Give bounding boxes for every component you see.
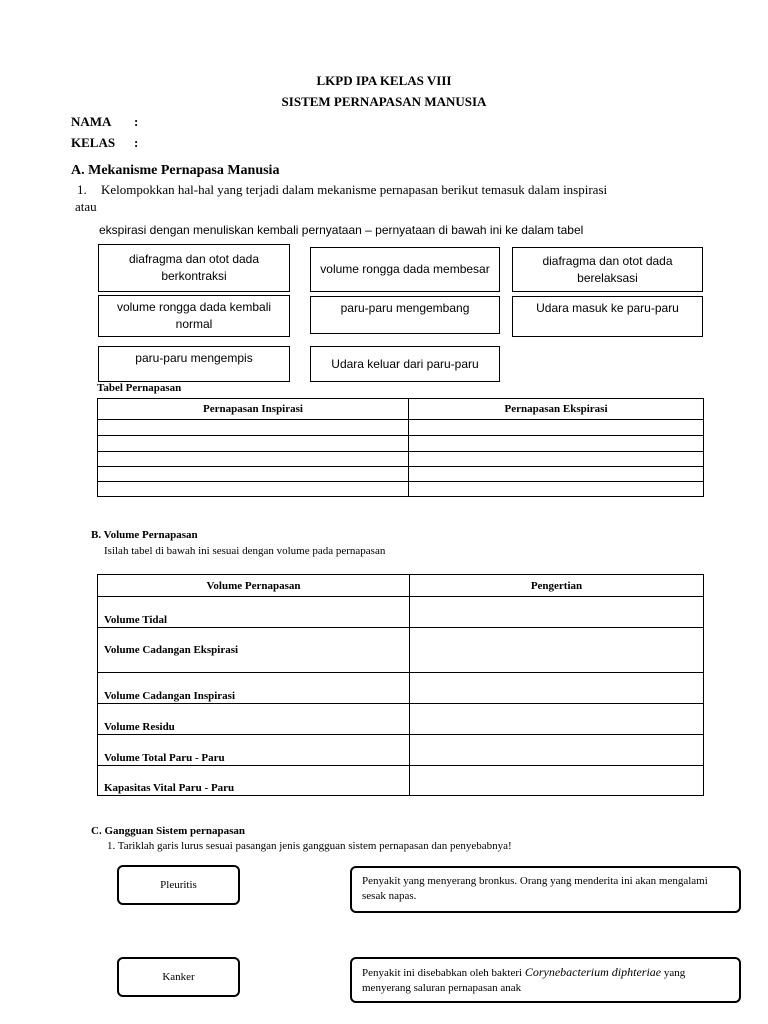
nama-colon: : (134, 114, 139, 129)
respiration-table (97, 398, 704, 497)
definition-cell[interactable] (410, 673, 704, 704)
column-header-inspirasi: Pernapasan Inspirasi (98, 399, 409, 420)
table-cell[interactable] (98, 436, 409, 452)
section-a-instruction-2: atau (75, 199, 97, 214)
description-option-1[interactable]: Penyakit yang menyerang bronkus. Orang yang menderita ini akan mengalami sesak napas. (350, 866, 741, 913)
column-header-volume: Volume Pernapasan (98, 575, 410, 597)
definition-cell[interactable] (410, 628, 704, 673)
table-cell[interactable] (409, 482, 704, 497)
table-row (98, 482, 704, 497)
worksheet-subtitle: SISTEM PERNAPASAN MANUSIA (281, 94, 487, 109)
table-row (98, 673, 704, 704)
section-c-instruction: 1. Tariklah garis lurus sesuai pasangan jenis gangguan sistem pernapasan dan penyebabnya! (107, 840, 512, 852)
table-caption: Tabel Pernapasan (97, 382, 182, 394)
table-row (98, 735, 704, 766)
table-cell[interactable] (409, 452, 704, 467)
table-row (98, 467, 704, 482)
description-option-2[interactable] (350, 957, 741, 1003)
statement-box[interactable]: Udara masuk ke paru-paru (512, 296, 703, 337)
definition-cell[interactable] (410, 735, 704, 766)
table-row (98, 704, 704, 735)
table-cell[interactable] (98, 482, 409, 497)
kelas-label: KELAS (71, 135, 116, 150)
table-cell[interactable] (409, 467, 704, 482)
description-text: yang menyerang saluran pernapasan anak (362, 967, 686, 994)
volume-name: Kapasitas Vital Paru - Paru (98, 766, 410, 796)
definition-cell[interactable] (410, 704, 704, 735)
nama-label: NAMA (71, 114, 112, 129)
table-row (98, 766, 704, 796)
table-cell[interactable] (409, 420, 704, 436)
volume-name: Volume Tidal (98, 597, 410, 628)
section-a-item-number: 1. (77, 182, 87, 197)
statement-box[interactable]: volume rongga dada kembali normal (98, 295, 290, 337)
section-a-instruction-1: Kelompokkan hal-hal yang terjadi dalam mekanisme pernapasan berikut temasuk dalam inspirasi (101, 182, 608, 197)
table-cell[interactable] (98, 420, 409, 436)
statement-box[interactable]: diafragma dan otot dada berkontraksi (98, 244, 290, 292)
section-c-heading: C. Gangguan Sistem pernapasan (91, 825, 246, 837)
table-cell[interactable] (409, 436, 704, 452)
statement-box[interactable]: paru-paru mengempis (98, 346, 290, 382)
volume-name: Volume Residu (98, 704, 410, 735)
section-b-instruction: Isilah tabel di bawah ini sesuai dengan volume pada pernapasan (104, 545, 386, 557)
volume-table (97, 574, 704, 796)
section-a-instruction-3: ekspirasi dengan menuliskan kembali pernyataan – pernyataan di bawah ini ke dalam tabel (99, 223, 584, 237)
table-cell[interactable] (98, 467, 409, 482)
column-header-ekspirasi: Pernapasan Ekspirasi (409, 399, 704, 420)
disorder-option-pleuritis[interactable]: Pleuritis (117, 865, 240, 905)
section-b-heading: B. Volume Pernapasan (91, 529, 198, 541)
table-row (98, 436, 704, 452)
bacteria-name: Corynebacterium diphteriae (524, 965, 662, 979)
table-cell[interactable] (98, 452, 409, 467)
table-row (98, 420, 704, 436)
statement-box[interactable]: volume rongga dada membesar (310, 247, 500, 292)
statement-box[interactable]: diafragma dan otot dada berelaksasi (512, 247, 703, 292)
statement-box[interactable]: paru-paru mengembang (310, 296, 500, 334)
description-text: Penyakit ini disebabkan oleh bakteri (362, 967, 525, 979)
table-row (98, 628, 704, 673)
worksheet-title: LKPD IPA KELAS VIII (316, 73, 452, 88)
volume-name: Volume Cadangan Ekspirasi (98, 628, 410, 673)
table-row (98, 452, 704, 467)
volume-name: Volume Cadangan Inspirasi (98, 673, 410, 704)
definition-cell[interactable] (410, 766, 704, 796)
column-header-pengertian: Pengertian (410, 575, 704, 597)
table-row (98, 597, 704, 628)
volume-name: Volume Total Paru - Paru (98, 735, 410, 766)
statement-box[interactable]: Udara keluar dari paru-paru (310, 346, 500, 382)
disorder-option-kanker[interactable]: Kanker (117, 957, 240, 997)
section-a-heading: A. Mekanisme Pernapasa Manusia (71, 163, 280, 178)
definition-cell[interactable] (410, 597, 704, 628)
kelas-colon: : (134, 135, 139, 150)
